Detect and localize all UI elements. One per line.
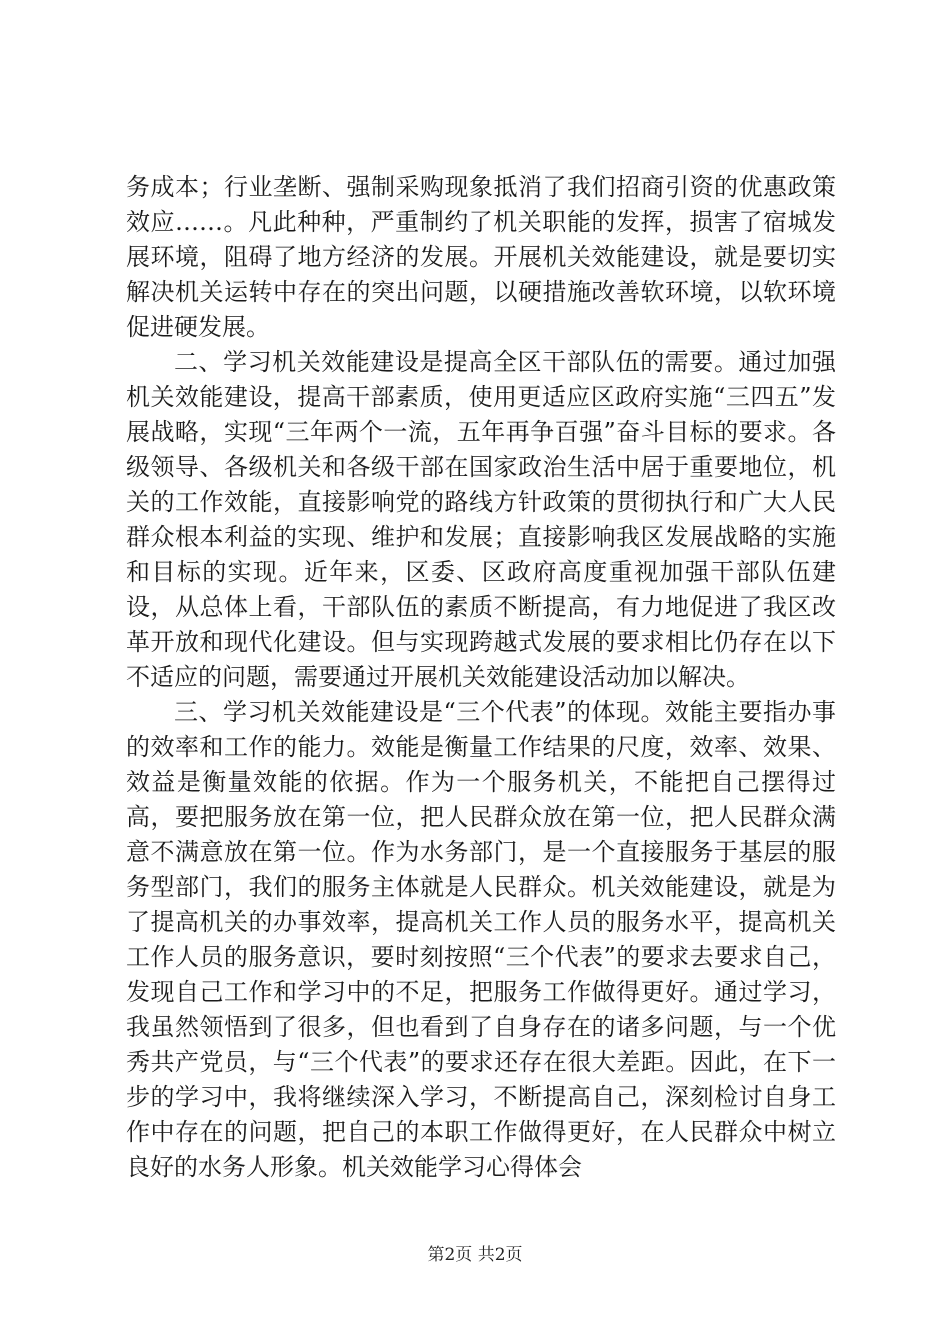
paragraph-section-three: 三、学习机关效能建设是“三个代表”的体现。效能主要指办事的效率和工作的能力。效能是衡量工作结果的尺度，效率、效果、效益是衡量效能的依据。作为一个服务机关，不能把自己摆得过高，要把服务放在第一位，把人民群众放在第一位，把人民群众满意不满意放在第一位。作为水务部门，是一个直接服务于基层的服务型部门，我们的服务主体就是人民群众。机关效能建设，就是为了提高机关的办事效率，提高机关工作人员的服务水平，提高机关工作人员的服务意识，要时刻按照“三个代表”的要求去要求自己，发现自己工作和学习中的不足，把服务工作做得更好。通过学习，我虽然领悟到了很多，但也看到了自身存在的诸多问题，与一个优秀共产党员，与“三个代表”的要求还存在很大差距。因此，在下一步的学习中，我将继续深入学习，不断提高自己，深刻检讨自身工作中存在的问题，把自己的本职工作做得更好，在人民群众中树立良好的水务人形象。机关效能学习心得体会 [126,698,836,1181]
paragraph-continuation: 务成本；行业垄断、强制采购现象抵消了我们招商引资的优惠政策效应……。凡此种种，严重制约了机关职能的发挥，损害了宿城发展环境，阻碍了地方经济的发展。开展机关效能建设，就是要切实解决机关运转中存在的突出问题，以硬措施改善软环境，以软环境促进硬发展。 [126,173,836,341]
page-number-footer: 第2页 共2页 [427,1245,523,1265]
paragraph-section-two: 二、学习机关效能建设是提高全区干部队伍的需要。通过加强机关效能建设，提高干部素质，使用更适应区政府实施“三四五”发展战略，实现“三年两个一流，五年再争百强”奋斗目标的要求。各级领导、各级机关和各级干部在国家政治生活中居于重要地位，机关的工作效能，直接影响党的路线方针政策的贯彻执行和广大人民群众根本利益的实现、维护和发展；直接影响我区发展战略的实施和目标的实现。近年来，区委、区政府高度重视加强干部队伍建设，从总体上看，干部队伍的素质不断提高，有力地促进了我区改革开放和现代化建设。但与实现跨越式发展的要求相比仍存在以下不适应的问题，需要通过开展机关效能建设活动加以解决。 [126,348,836,691]
document-body [126,170,836,1185]
